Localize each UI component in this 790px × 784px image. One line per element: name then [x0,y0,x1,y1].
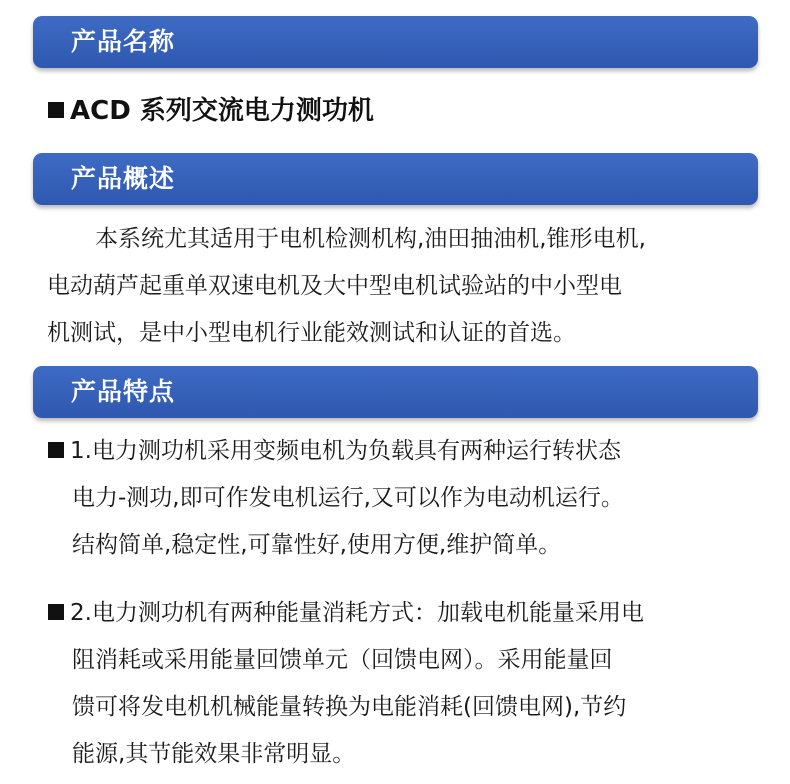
feature-line: 阻消耗或采用能量回馈单元（回馈电网）。采用能量回 [72,647,613,673]
section-header-name [33,16,758,68]
section-header-overview [33,153,758,205]
section-header-features [33,366,758,418]
feature-line: 馈可将发电机机械能量转换为电能消耗(回馈电网),节约 [72,694,627,720]
overview-paragraph [47,216,757,357]
feature-line [48,590,758,637]
feature-item-1 [48,428,758,569]
feature-line: 能源,其节能效果非常明显。 [72,741,356,767]
section-title-features: 产品特点 [71,377,176,406]
square-bullet-icon [48,442,64,458]
feature-item-2 [48,590,758,778]
overview-line: 机测试，是中小型电机行业能效测试和认证的首选。 [47,320,576,346]
product-name [48,88,374,134]
feature-line-text: 1.电力测功机采用变频电机为负载具有两种运行转状态 [70,438,621,464]
feature-line: 电力-测功,即可作发电机运行,又可以作为电动机运行。 [72,485,624,511]
product-name-text: ACD 系列交流电力测功机 [70,96,374,126]
overview-line: 本系统尤其适用于电机检测机构,油田抽油机,锥形电机, [95,226,646,252]
square-bullet-icon [48,102,64,118]
feature-line: 结构简单,稳定性,可靠性好,使用方便,维护简单。 [72,532,562,558]
feature-line [48,428,758,475]
square-bullet-icon [48,604,64,620]
section-title-overview: 产品概述 [71,164,176,193]
feature-line-text: 2.电力测功机有两种能量消耗方式：加载电机能量采用电 [70,600,644,626]
section-title-name: 产品名称 [71,27,176,56]
overview-line: 电动葫芦起重单双速电机及大中型电机试验站的中小型电 [47,273,622,299]
